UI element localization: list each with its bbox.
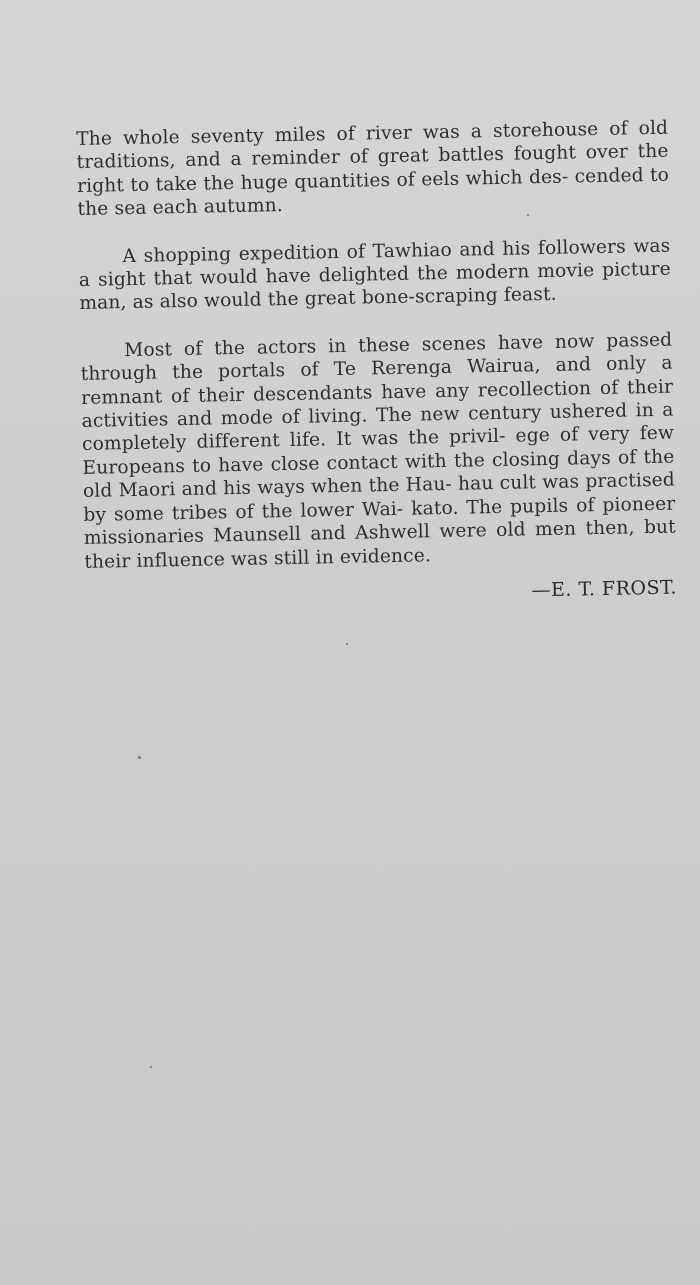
author-signature: —E. T. FROST. (531, 576, 678, 602)
paper-speck (346, 643, 348, 645)
paper-speck (150, 1066, 152, 1068)
article-body (76, 117, 677, 612)
paragraph-river-traditions: The whole seventy miles of river was a storehouse of old traditions, and a reminder of great battles fought over the right to take the huge quantities of eels which des- cended to the sea each autumn. (76, 117, 670, 221)
paragraph-actors-passed: Most of the actors in these scenes have now passed through the portals of Te Rerenga Wairua, and only a remnant of their descendants have any recollection of their activities and mode of living. The new century ushered in a completely different life. It was the privil- ege of very few Europeans to have close contact with the closing days of the old Maori and his ways when the Hau- hau cult was practised by some tribes of the lower Wai- kato. The pupils of pioneer missionaries Maunsell and Ashwell were old men then, but their influence was still in evidence. (80, 329, 676, 573)
paper-speck (527, 214, 529, 216)
paper-speck (138, 756, 141, 759)
paragraph-shopping-expedition: A shopping expedition of Tawhiao and his followers was a sight that would have delighted the modern movie picture man, as also would the great bone-scraping feast. (78, 235, 672, 315)
